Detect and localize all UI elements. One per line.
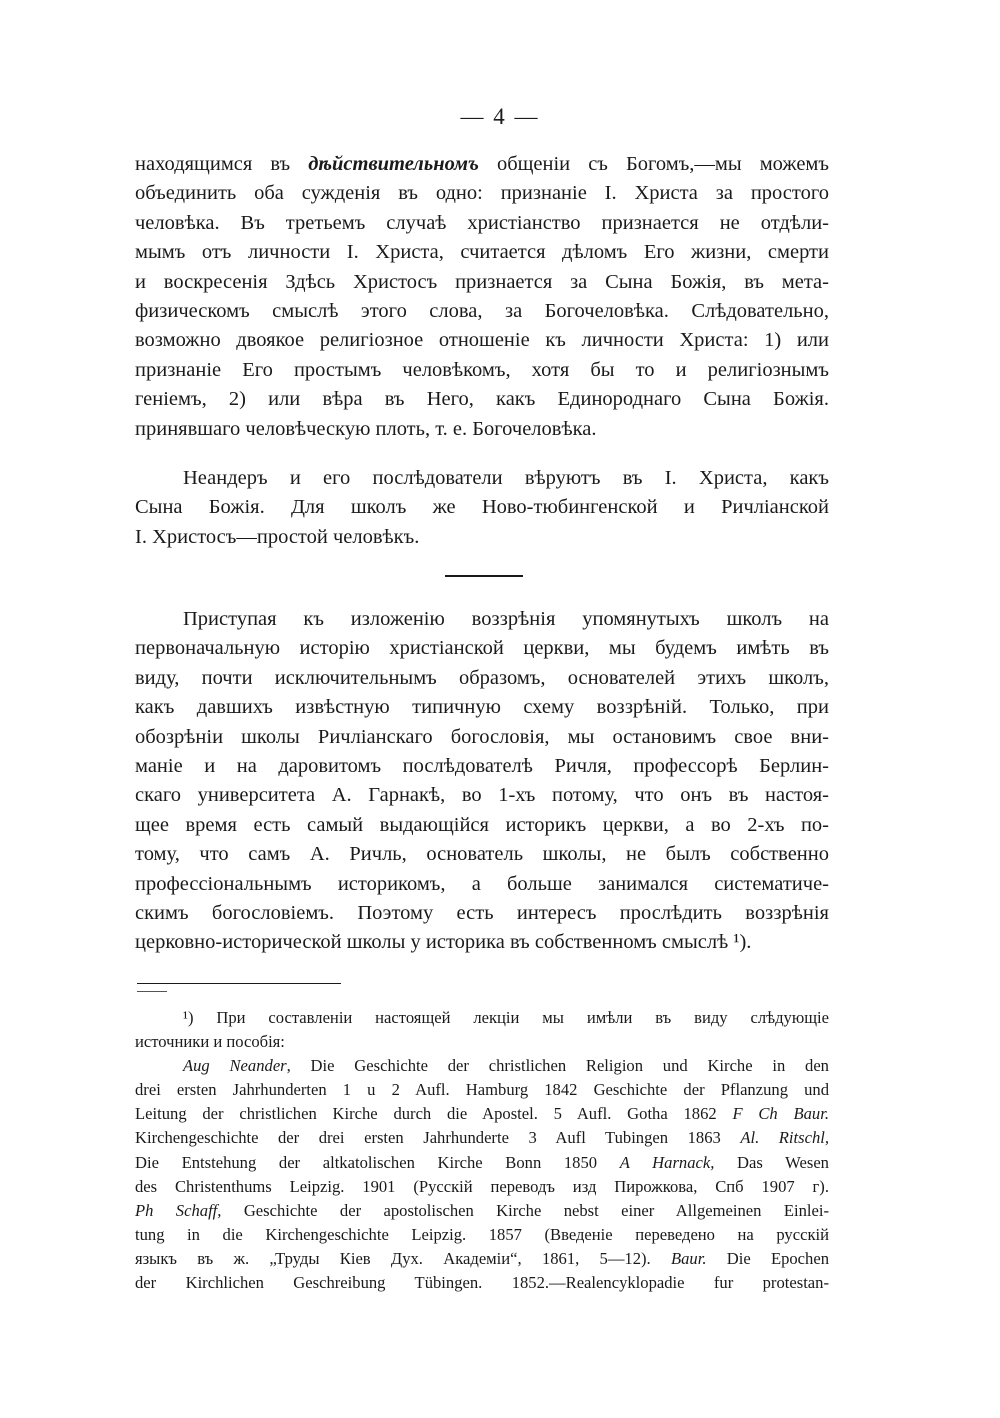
emphasis-text: дѣйствительномъ [308,153,479,175]
footnote-text: языкъ въ ж. „Труды Кіев Дух. Академіи“, 1861, 5—12). [135,1248,671,1268]
paragraph-3 [135,605,829,958]
footnote-text: Die Entstehung der altkatolischen Kirche Bonn 1850 [135,1152,620,1172]
footnote-text: Geschichte der apostolischen Kirche nebst einer Allgemeinen Einlei- [221,1200,829,1220]
text-run: возможно двоякое религіозное отношеніе къ личности Христа: 1) или [135,329,829,352]
paragraph-1 [135,150,829,444]
text-line: щее время есть самый выдающійся историкъ церкви, а во 2-хъ по- [135,813,829,836]
text-run: мымъ отъ личности I. Христа, считается дѣломъ Его жизни, смерти [135,241,829,264]
text-line: какъ давшихъ извѣстную типичную схему воззрѣній. Только, при [135,696,829,719]
text-line [135,268,829,297]
text-line: Приступая къ изложенію воззрѣнія упомянутыхъ школъ на [183,608,829,630]
footnote-author: Al. Ritschl, [740,1128,829,1148]
text-run: физическомъ смыслѣ этого слова, за Богочеловѣка. Слѣдовательно, [135,299,829,322]
footnote-rule-dash [137,991,167,992]
text-line [135,179,829,208]
section-separator [445,575,523,577]
text-line [135,150,829,179]
footnote-line [135,1054,829,1078]
text-line [135,356,829,385]
text-line: Сына Божія. Для школъ же Ново-тюбингенской и Ричліанской [135,496,829,519]
text-line: Неандеръ и его послѣдователи вѣруютъ въ I. Христа, какъ [183,467,829,489]
footnote-line [135,1199,829,1223]
text-line [135,385,829,414]
footnote-line [135,1102,829,1126]
text-line: церковно-исторической школы у историка въ собственномъ смыслѣ ¹). [135,931,752,954]
text-line [135,415,829,444]
text-run: геніемъ, 2) или вѣра въ Него, какъ Единороднаго Сына Божія. [135,388,829,411]
text-line: скаго университета А. Гарнакѣ, во 1-хъ потому, что онъ въ настоя- [135,784,829,807]
text-run: и воскресенія Здѣсь Христосъ признается за Сына Божія, въ мета- [135,270,829,293]
text-run: общеніи съ Богомъ,—мы можемъ [478,153,829,175]
footnote-text: drei ersten Jahrhunderten 1 u 2 Aufl. Hamburg 1842 Geschichte der Pflanzung und [135,1080,829,1100]
footnote-text: Das Wesen [714,1152,829,1172]
footnote-author: Baur. [670,1248,707,1268]
footnote-text: tung in die Kirchengeschichte Leipzig. 1857 (Введеніе переведено на русскій [135,1224,829,1244]
text-line [135,297,829,326]
text-line: виду, почти исключительнымъ образомъ, основателей этихъ школъ, [135,666,829,689]
text-line: маніе и на даровитомъ послѣдователѣ Ричля, профессорѣ Берлин- [135,754,829,777]
text-line [135,326,829,355]
paragraph-2 [135,464,829,552]
footnote-text: Kirchengeschichte der drei ersten Jahrhunderte 3 Aufl Tubingen 1863 [135,1128,741,1148]
footnote-author: A Harnack, [619,1152,715,1172]
text-run: объединить оба сужденія въ одно: признаніе I. Христа за простого [135,182,829,205]
footnote-line [135,1247,829,1271]
text-run: принявшаго человѣческую плоть, т. е. Богочеловѣка. [135,417,597,440]
footnote-line [135,1151,829,1175]
footnote-line [135,1078,829,1102]
text-line [135,209,829,238]
footnote-text: , Die Geschichte der christlichen Religion und Kirche in den [286,1056,829,1076]
footnote-line [135,1126,829,1150]
text-line: первоначальную исторію христіанской церкви, мы будемъ имѣть въ [135,637,829,660]
footnote-line [135,1030,829,1054]
footnote-text: Die Epochen [706,1248,829,1268]
text-line [135,238,829,267]
text-run: находящимся въ [135,153,309,175]
footnote-line [135,1271,829,1295]
footnote-line [135,1175,829,1199]
text-line: обозрѣніи школы Ричліанскаго богословія, мы остановимъ свое вни- [135,725,829,748]
footnote-line [135,1223,829,1247]
text-run: признаніе Его простымъ человѣкомъ, хотя бы то и религіознымъ [135,358,829,381]
footnote-text: des Christenthums Leipzig. 1901 (Русскій переводъ изд Пирожкова, Спб 1907 г). [135,1176,829,1196]
footnote-author: Aug Neander [183,1056,287,1076]
text-line: скимъ богословіемъ. Поэтому есть интересъ прослѣдить воззрѣнія [135,901,829,924]
footnote-text: Leitung der christlichen Kirche durch die Apostel. 5 Aufl. Gotha 1862 [135,1104,733,1124]
page-number: — 4 — [460,104,540,129]
text-line: I. Христосъ—простой человѣкъ. [135,525,420,548]
footnote-text: ¹) При составленіи настоящей лекціи мы имѣли въ виду слѣдующіе [183,1008,829,1027]
footnote-line [135,1006,829,1030]
footnote-author: Ph Schaff, [135,1200,222,1220]
text-line: профессіональнымъ историкомъ, а больше занимался систематиче- [135,872,829,895]
footnote-text: источники и пособія: [135,1032,285,1052]
footnote-rule [137,983,341,984]
footnotes [135,1006,829,1295]
footnote-text: der Kirchlichen Geschreibung Tübingen. 1852.—Realencyklopadie fur protestan- [135,1273,829,1293]
text-line: тому, что самъ А. Ричль, основатель школы, не былъ собственно [135,843,829,866]
footnote-author: F Ch Baur. [732,1104,829,1124]
text-run: человѣка. Въ третьемъ случаѣ христіанство признается не отдѣли- [135,211,829,234]
